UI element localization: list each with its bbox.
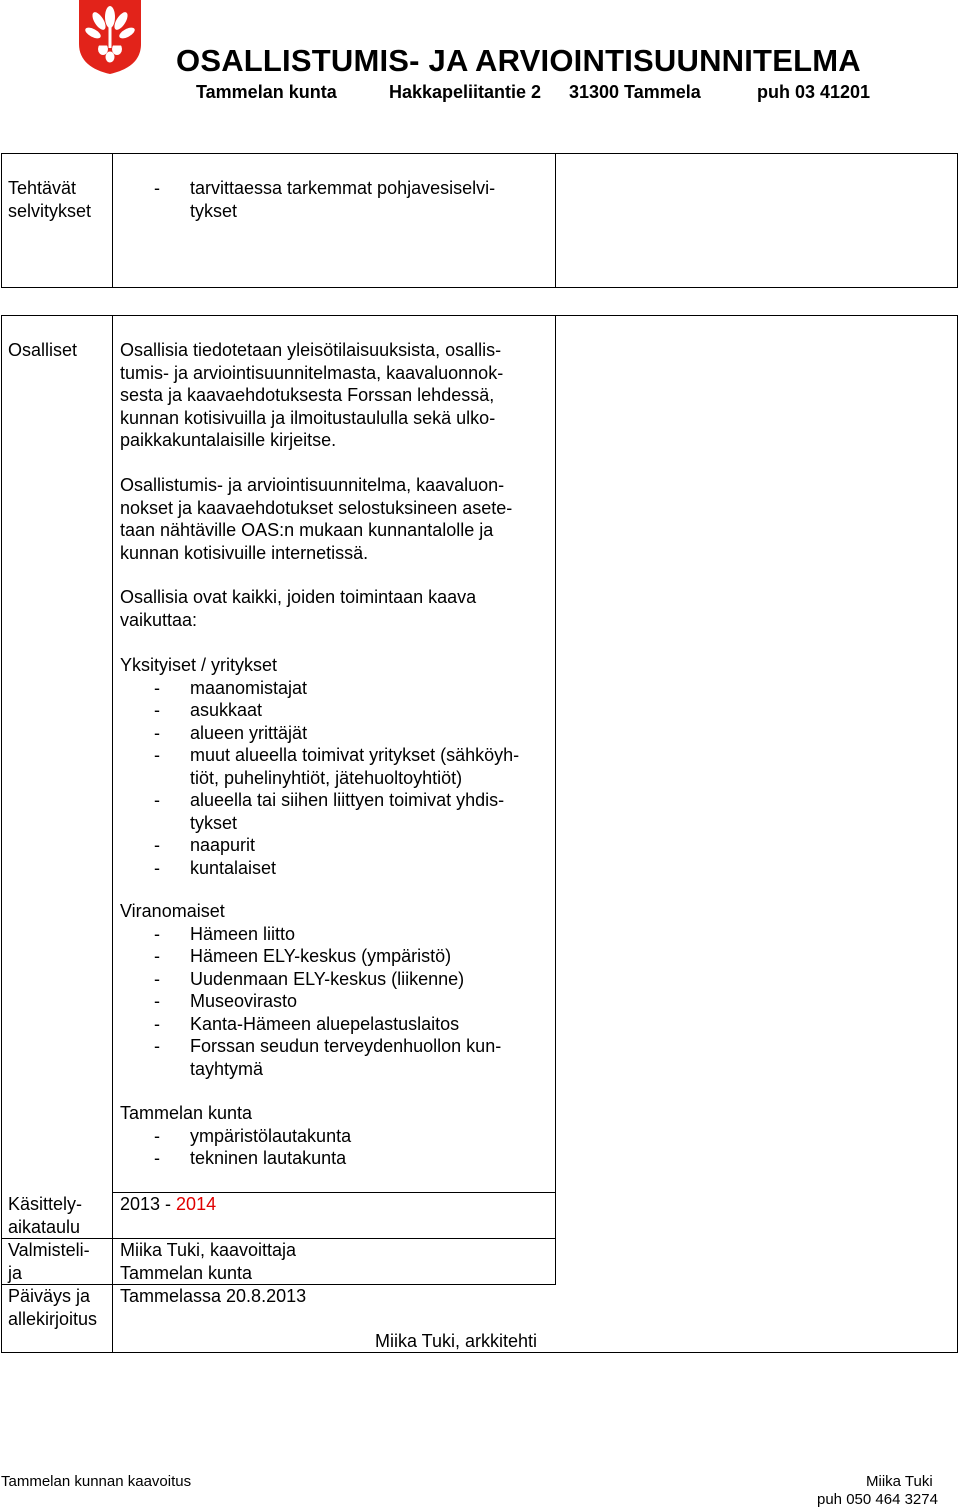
list-item: - asukkaat: [154, 700, 263, 720]
header-postal: 31300 Tammela: [569, 82, 701, 102]
para2-line-2: nokset ja kaavaehdotukset selostuksineen asete-: [120, 497, 513, 518]
para3-line-2: vaikuttaa:: [120, 609, 198, 630]
list-item: - tekninen lautakunta: [154, 1148, 347, 1168]
row-label-preparer-1: Valmisteli-: [8, 1240, 90, 1260]
signature-signer: Miika Tuki, arkkitehti: [375, 1331, 538, 1351]
para1-line-5: paikkakuntalaisille kirjeitse.: [120, 430, 337, 450]
signature-place-date: Tammelassa 20.8.2013: [120, 1286, 307, 1306]
list-item: - alueen yrittäjät: [154, 722, 308, 743]
preparer-name: Miika Tuki, kaavoittaja: [120, 1240, 297, 1260]
row-label-signature-1: Päiväys ja: [8, 1286, 91, 1306]
para1-line-2: tumis- ja arviointisuunnitelmasta, kaavaluonnok-: [120, 362, 504, 383]
group-heading-private: Yksityiset / yritykset: [120, 655, 278, 675]
row-label-signature-2: allekirjoitus: [8, 1308, 98, 1329]
table-tasks: [1, 153, 958, 288]
para2-line-3: taan nähtäville OAS:n mukaan kunnantalolle ja: [120, 520, 494, 540]
list-item: - Forssan seudun terveydenhuollon kun- tayhtymä: [154, 1036, 502, 1079]
group-heading-authorities: Viranomaiset: [120, 901, 225, 921]
list-item: - Hämeen liitto: [154, 923, 296, 944]
row-label-stakeholders: Osalliset: [8, 340, 78, 360]
para1-line-4: kunnan kotisivuilla ja ilmoitustaululla sekä ulko-: [120, 407, 496, 428]
list-authorities: [120, 923, 501, 1081]
list-item: - maanomistajat: [154, 677, 308, 698]
row-label-schedule-2: aikataulu: [8, 1216, 81, 1237]
header-address: Hakkapeliitantie 2: [389, 82, 542, 102]
list-item: - Kanta-Hämeen aluepelastuslaitos: [154, 1013, 460, 1034]
row-label-tasks-2: selvitykset: [8, 200, 92, 221]
list-item: - alueella tai siihen liittyen toimivat yhdis- tykset: [154, 790, 505, 833]
document-title: OSALLISTUMIS- JA ARVIOINTISUUNNITELMA: [176, 43, 861, 78]
para2-line-4: kunnan kotisivuille internetissä.: [120, 542, 369, 563]
schedule-end-year: 2014: [176, 1194, 217, 1214]
list-item: - ympäristölautakunta: [154, 1125, 352, 1146]
row-label-tasks-1: Tehtävät: [8, 178, 77, 198]
group-heading-municipality: Tammelan kunta: [120, 1103, 253, 1123]
para3-line-1: Osallisia ovat kaikki, joiden toimintaan kaava: [120, 587, 477, 607]
para2-line-1: Osallistumis- ja arviointisuunnitelma, kaavaluon-: [120, 475, 505, 495]
row-label-preparer-2: ja: [8, 1262, 23, 1283]
list-item: - Hämeen ELY-keskus (ympäristö): [154, 946, 452, 966]
list-municipality: [120, 1125, 351, 1170]
list-item: - naapurit: [154, 835, 256, 855]
header-org: Tammelan kunta: [196, 82, 337, 102]
list-item: - muut alueella toimivat yritykset (sähköyh- tiöt, puhelinyhtiöt, jätehuoltoyhtiöt): [154, 745, 520, 788]
coat-of-arms-icon: [78, 0, 142, 74]
task-item-line-2: tykset: [190, 200, 238, 221]
list-item: - Museovirasto: [154, 991, 298, 1011]
list-item: - kuntalaiset: [154, 857, 277, 878]
task-item-line-1: tarvittaessa tarkemmat pohjavesiselvi-: [190, 178, 496, 198]
schedule-value: 2013 - 2014: [120, 1194, 217, 1214]
preparer-org: Tammelan kunta: [120, 1262, 253, 1283]
row-label-schedule-1: Käsittely-: [8, 1194, 83, 1214]
para1-line-1: Osallisia tiedotetaan yleisötilaisuuksista, osallis-: [120, 340, 502, 360]
list-item: - Uudenmaan ELY-keskus (liikenne): [154, 968, 465, 989]
footer-left: Tammelan kunnan kaavoitus: [1, 1473, 192, 1490]
header-phone: puh 03 41201: [757, 82, 871, 102]
footer-contact-name: Miika Tuki: [866, 1473, 933, 1490]
footer-contact-phone: puh 050 464 3274: [817, 1491, 938, 1508]
list-dash: -: [154, 178, 160, 198]
list-private: [120, 677, 519, 880]
para1-line-3: sesta ja kaavaehdotuksesta Forssan lehdessä,: [120, 385, 495, 405]
